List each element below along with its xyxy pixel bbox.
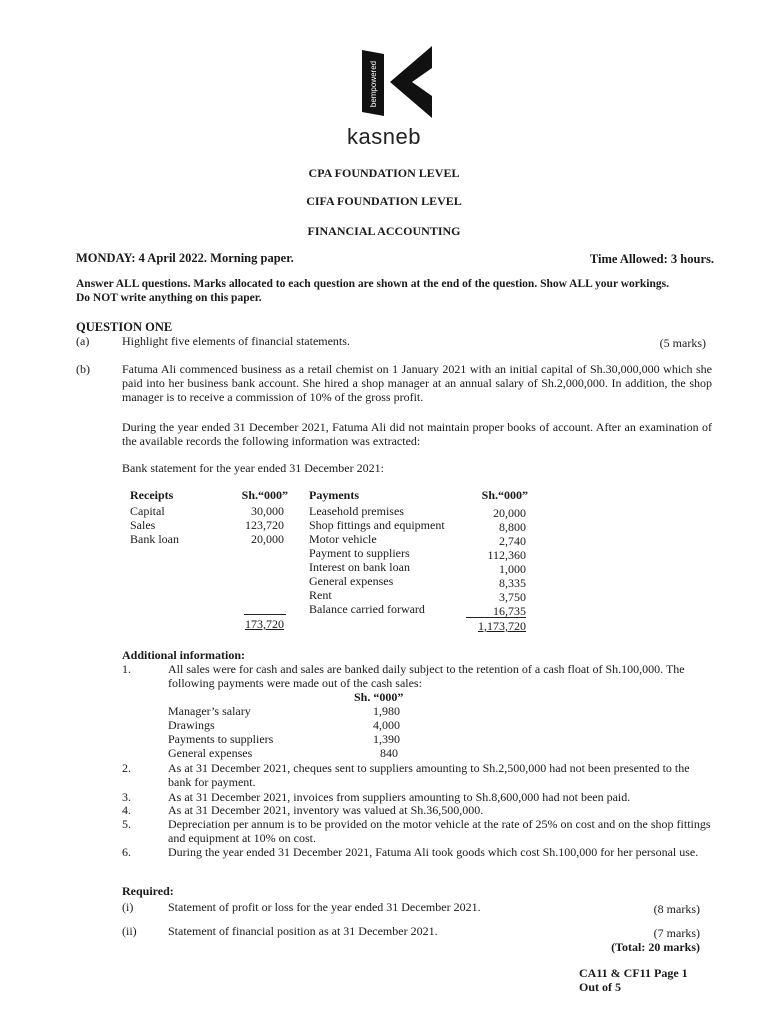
instructions-line-2: Do NOT write anything on this paper. [76,292,262,304]
required-ii-text: Statement of financial position as at 31 December 2021. [168,924,438,938]
cash-payment-item: Manager’s salary [168,704,251,718]
payments-total: 1,173,720 [478,619,526,633]
part-b-paragraph-1: Fatuma Ali commenced business as a retail chemist on 1 January 2021 with an initial capital of Sh.30,000,000 which she paid into her business bank account. She hired a shop manager at an annual salary of Sh.2,000,000. In addition, the shop manager is to receive a commission of 10% of the gross profit. [122,362,712,404]
payment-item: Interest on bank loan [309,560,410,574]
cash-payments-header: Sh. “000” [354,690,404,704]
payment-item: General expenses [309,574,394,588]
cash-payment-item: General expenses [168,746,253,760]
page-footer-line-1: CA11 & CF11 Page 1 [579,966,688,980]
cash-payment-item: Payments to suppliers [168,732,274,746]
kasneb-logo-mark [356,44,436,120]
additional-item-number: 2. [122,761,131,775]
payment-amount: 1,000 [499,562,526,576]
payment-item: Payment to suppliers [309,546,410,560]
receipt-item: Capital [130,504,165,518]
cash-payment-amount: 1,390 [373,732,400,746]
payments-header: Payments [309,488,359,502]
payment-amount: 20,000 [493,506,526,520]
payment-amount: 2,740 [499,534,526,548]
receipt-amount: 123,720 [245,518,284,532]
required-title: Required: [122,884,174,898]
receipts-rule [244,614,286,615]
payment-amount: 112,360 [487,548,526,562]
page-footer-line-2: Out of 5 [579,980,621,994]
additional-item-number: 1. [122,662,131,676]
receipt-item: Bank loan [130,532,179,546]
receipt-amount: 30,000 [251,504,284,518]
required-ii-label: (ii) [122,924,137,938]
cash-payment-amount: 4,000 [373,718,400,732]
payment-item: Leasehold premises [309,504,404,518]
receipts-total: 173,720 [245,617,284,631]
required-ii-marks: (7 marks) [653,926,700,940]
cash-payment-amount: 1,980 [373,704,400,718]
payment-amount: 16,735 [493,604,526,618]
logo-wordmark: kasneb [347,124,421,149]
time-allowed: Time Allowed: 3 hours. [589,252,714,266]
bank-statement-title: Bank statement for the year ended 31 December 2021: [122,461,384,475]
question-title: QUESTION ONE [76,320,173,334]
cash-payment-amount: 840 [380,746,398,760]
receipts-header: Receipts [130,488,174,502]
payment-amount: 8,800 [499,520,526,534]
logo-tagline: bempowered [369,60,378,108]
exam-date: MONDAY: 4 April 2022. Morning paper. [76,251,294,265]
header-line-cpa: CPA FOUNDATION LEVEL [308,166,460,180]
kasneb-logo [356,44,436,124]
additional-item-text: As at 31 December 2021, invoices from suppliers amounting to Sh.8,600,000 had not been paid. [168,790,631,804]
receipt-amount: 20,000 [251,532,284,546]
payment-amount: 3,750 [499,590,526,604]
part-b-label: (b) [76,362,90,376]
cash-payment-item: Drawings [168,718,215,732]
header-line-subject: FINANCIAL ACCOUNTING [307,224,461,238]
payment-amount: 8,335 [499,576,526,590]
additional-item-text: As at 31 December 2021, cheques sent to suppliers amounting to Sh.2,500,000 had not been presented to the bank for payment. [168,761,690,789]
payment-item: Balance carried forward [309,602,425,616]
payments-rule [466,617,526,618]
payment-item: Motor vehicle [309,532,377,546]
additional-item-number: 5. [122,817,131,831]
additional-item-number: 4. [122,803,131,817]
part-a-marks: (5 marks) [659,336,706,350]
payments-amount-header: Sh.“000” [481,488,528,502]
part-b-paragraph-2: During the year ended 31 December 2021, Fatuma Ali did not maintain proper books of account. After an examination of the available records the following information was extracted: [122,420,712,448]
additional-item-number: 6. [122,845,131,859]
additional-item-number: 3. [122,790,131,804]
additional-item-text: As at 31 December 2021, inventory was valued at Sh.36,500,000. [168,803,484,817]
payment-item: Rent [309,588,332,602]
additional-item-text: All sales were for cash and sales are banked daily subject to the retention of a cash float of Sh.100,000. The following payments were made out of the cash sales: [168,662,685,690]
required-i-label: (i) [122,900,134,914]
instructions-line-1: Answer ALL questions. Marks allocated to each question are shown at the end of the question. Show ALL your workings. [76,278,669,290]
header-line-cifa: CIFA FOUNDATION LEVEL [306,194,462,208]
additional-item-text: During the year ended 31 December 2021, Fatuma Ali took goods which cost Sh.100,000 for her personal use. [168,845,699,859]
additional-item-text: Depreciation per annum is to be provided on the motor vehicle at the rate of 25% on cost and on the shop fittings and equipment at 10% on cost. [168,817,711,845]
required-i-text: Statement of profit or loss for the year ended 31 December 2021. [168,900,481,914]
part-a-label: (a) [76,334,90,348]
part-a-text: Highlight five elements of financial statements. [122,334,350,348]
receipt-item: Sales [130,518,156,532]
required-i-marks: (8 marks) [653,902,700,916]
additional-info-title: Additional information: [122,648,246,662]
payment-item: Shop fittings and equipment [309,518,445,532]
receipts-amount-header: Sh.“000” [241,488,288,502]
total-marks: (Total: 20 marks) [611,940,700,954]
